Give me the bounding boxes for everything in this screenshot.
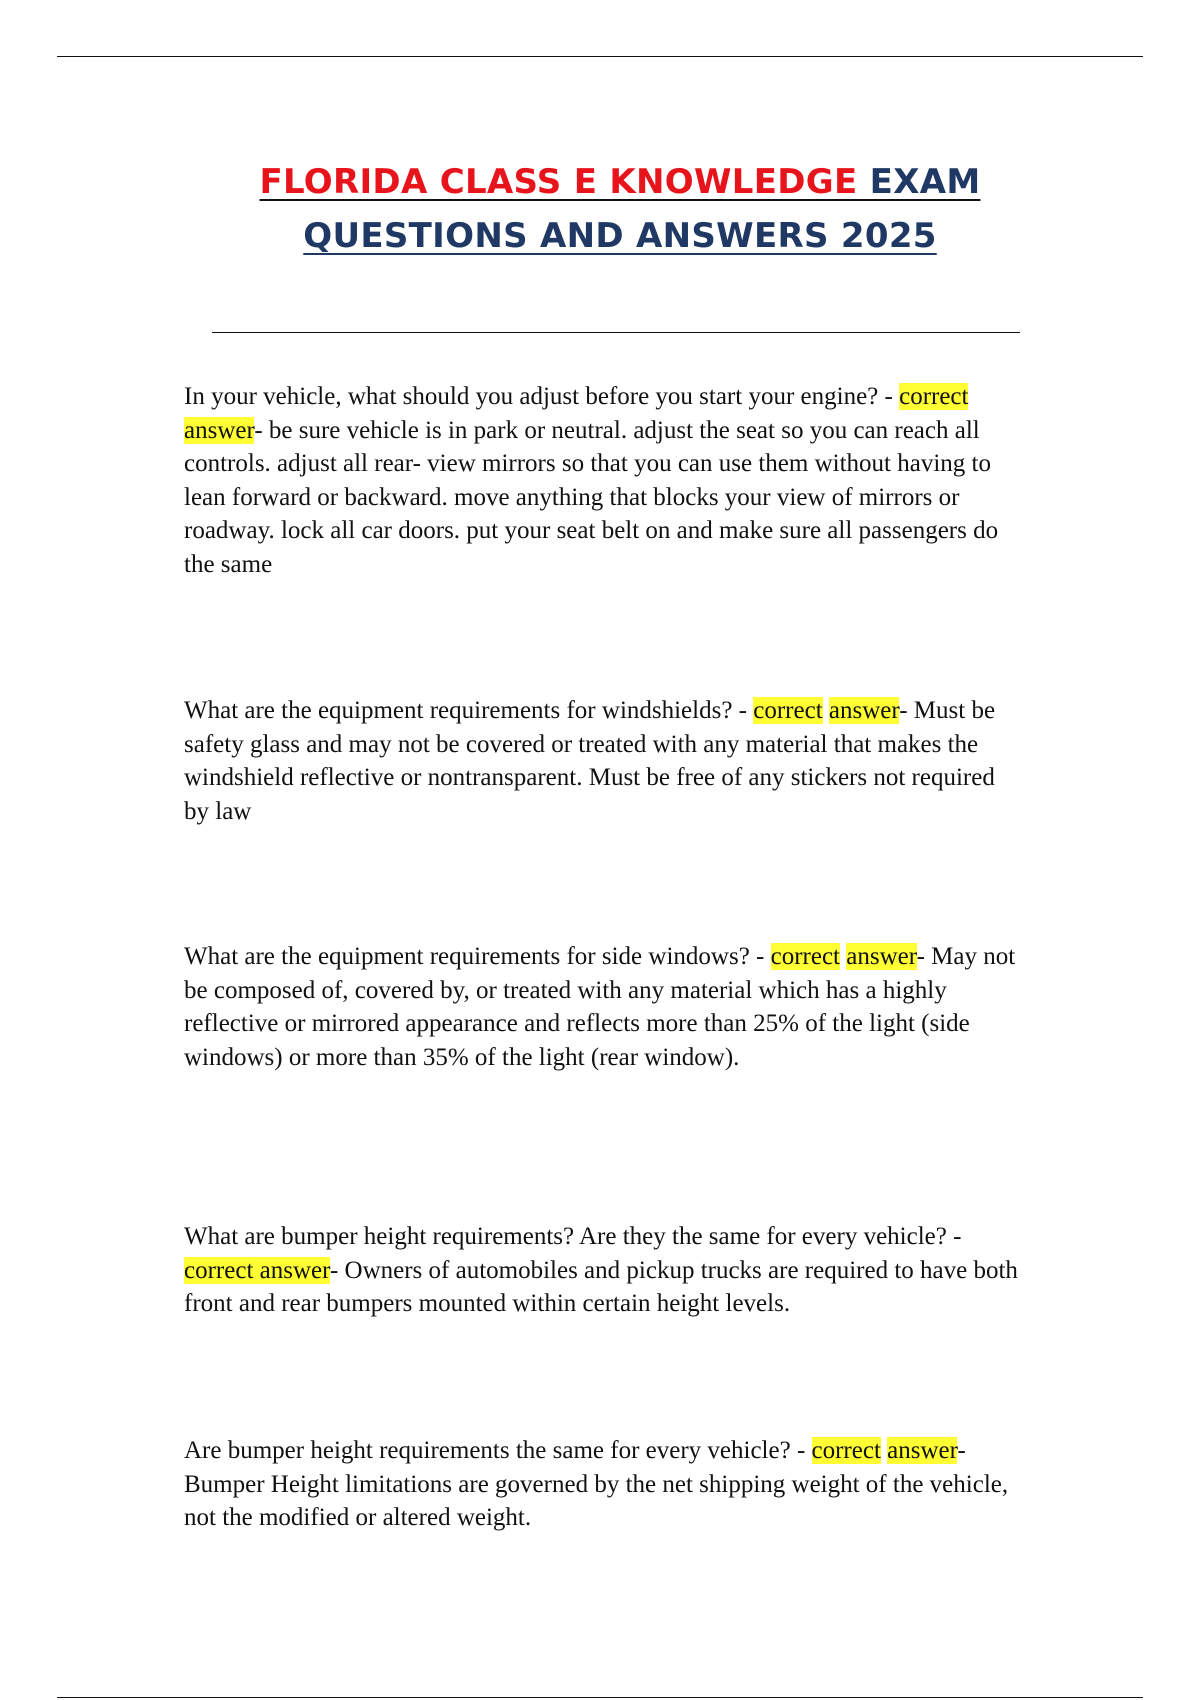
title-red-part: FLORIDA CLASS E KNOWLEDGE xyxy=(259,162,858,202)
answer-label-highlight: answer xyxy=(846,943,917,970)
question-text: In your vehicle, what should you adjust before you start your engine? - xyxy=(184,383,893,410)
document-title xyxy=(0,155,1200,263)
title-line-1 xyxy=(260,155,981,209)
question-text: What are the equipment requirements for side windows? - xyxy=(184,943,765,970)
answer-label-highlight: correct answer xyxy=(184,383,969,444)
answer-text: - be sure vehicle is in park or neutral. adjust the seat so you can reach all controls. adjust all rear- view mirrors so that you can use them without having to lean forward or backward. move anything that blocks your view of mirrors or roadway. lock all car doors. put your seat belt on and make sure all passengers do the same xyxy=(184,416,999,578)
answer-label-highlight: answer xyxy=(828,697,900,724)
answer-label-highlight: correct answer xyxy=(184,1256,330,1284)
answer-label-highlight: answer xyxy=(887,1437,958,1464)
qa-item-3 xyxy=(184,940,1024,1074)
answer-text: - May not be composed of, covered by, or treated with any material which has a highly reflective or mirrored appearance and reflects more than 25% of the light (side windows) or more than 35% of the light (rear window). xyxy=(184,943,1016,1071)
page-top-rule xyxy=(57,56,1143,57)
title-navy-part: EXAM xyxy=(857,162,981,202)
qa-item-1 xyxy=(184,380,1024,581)
answer-text: - Owners of automobiles and pickup trucks are required to have both front and rear bumpers mounted within certain height levels. xyxy=(184,1256,1018,1317)
answer-label-highlight: correct xyxy=(753,697,823,724)
answer-label-highlight: correct xyxy=(770,943,840,970)
question-text: What are bumper height requirements? Are they the same for every vehicle? - xyxy=(184,1223,962,1250)
qa-item-4 xyxy=(184,1220,1024,1321)
qa-item-2 xyxy=(184,694,1024,828)
question-text: Are bumper height requirements the same for every vehicle? - xyxy=(184,1437,806,1464)
page-bottom-rule xyxy=(57,1697,1143,1698)
answer-text: - Must be safety glass and may not be covered or treated with any material that makes the windshield reflective or nontransparent. Must be free of any stickers not required by law xyxy=(184,697,996,825)
title-line-2: QUESTIONS AND ANSWERS 2025 xyxy=(303,216,937,256)
qa-item-5 xyxy=(184,1434,1024,1535)
question-text: What are the equipment requirements for windshields? - xyxy=(184,697,748,724)
title-divider xyxy=(212,332,1020,333)
answer-label-highlight: correct xyxy=(811,1437,881,1464)
answer-text: - Bumper Height limitations are governed by the net shipping weight of the vehicle, not the modified or altered weight. xyxy=(184,1437,1009,1531)
